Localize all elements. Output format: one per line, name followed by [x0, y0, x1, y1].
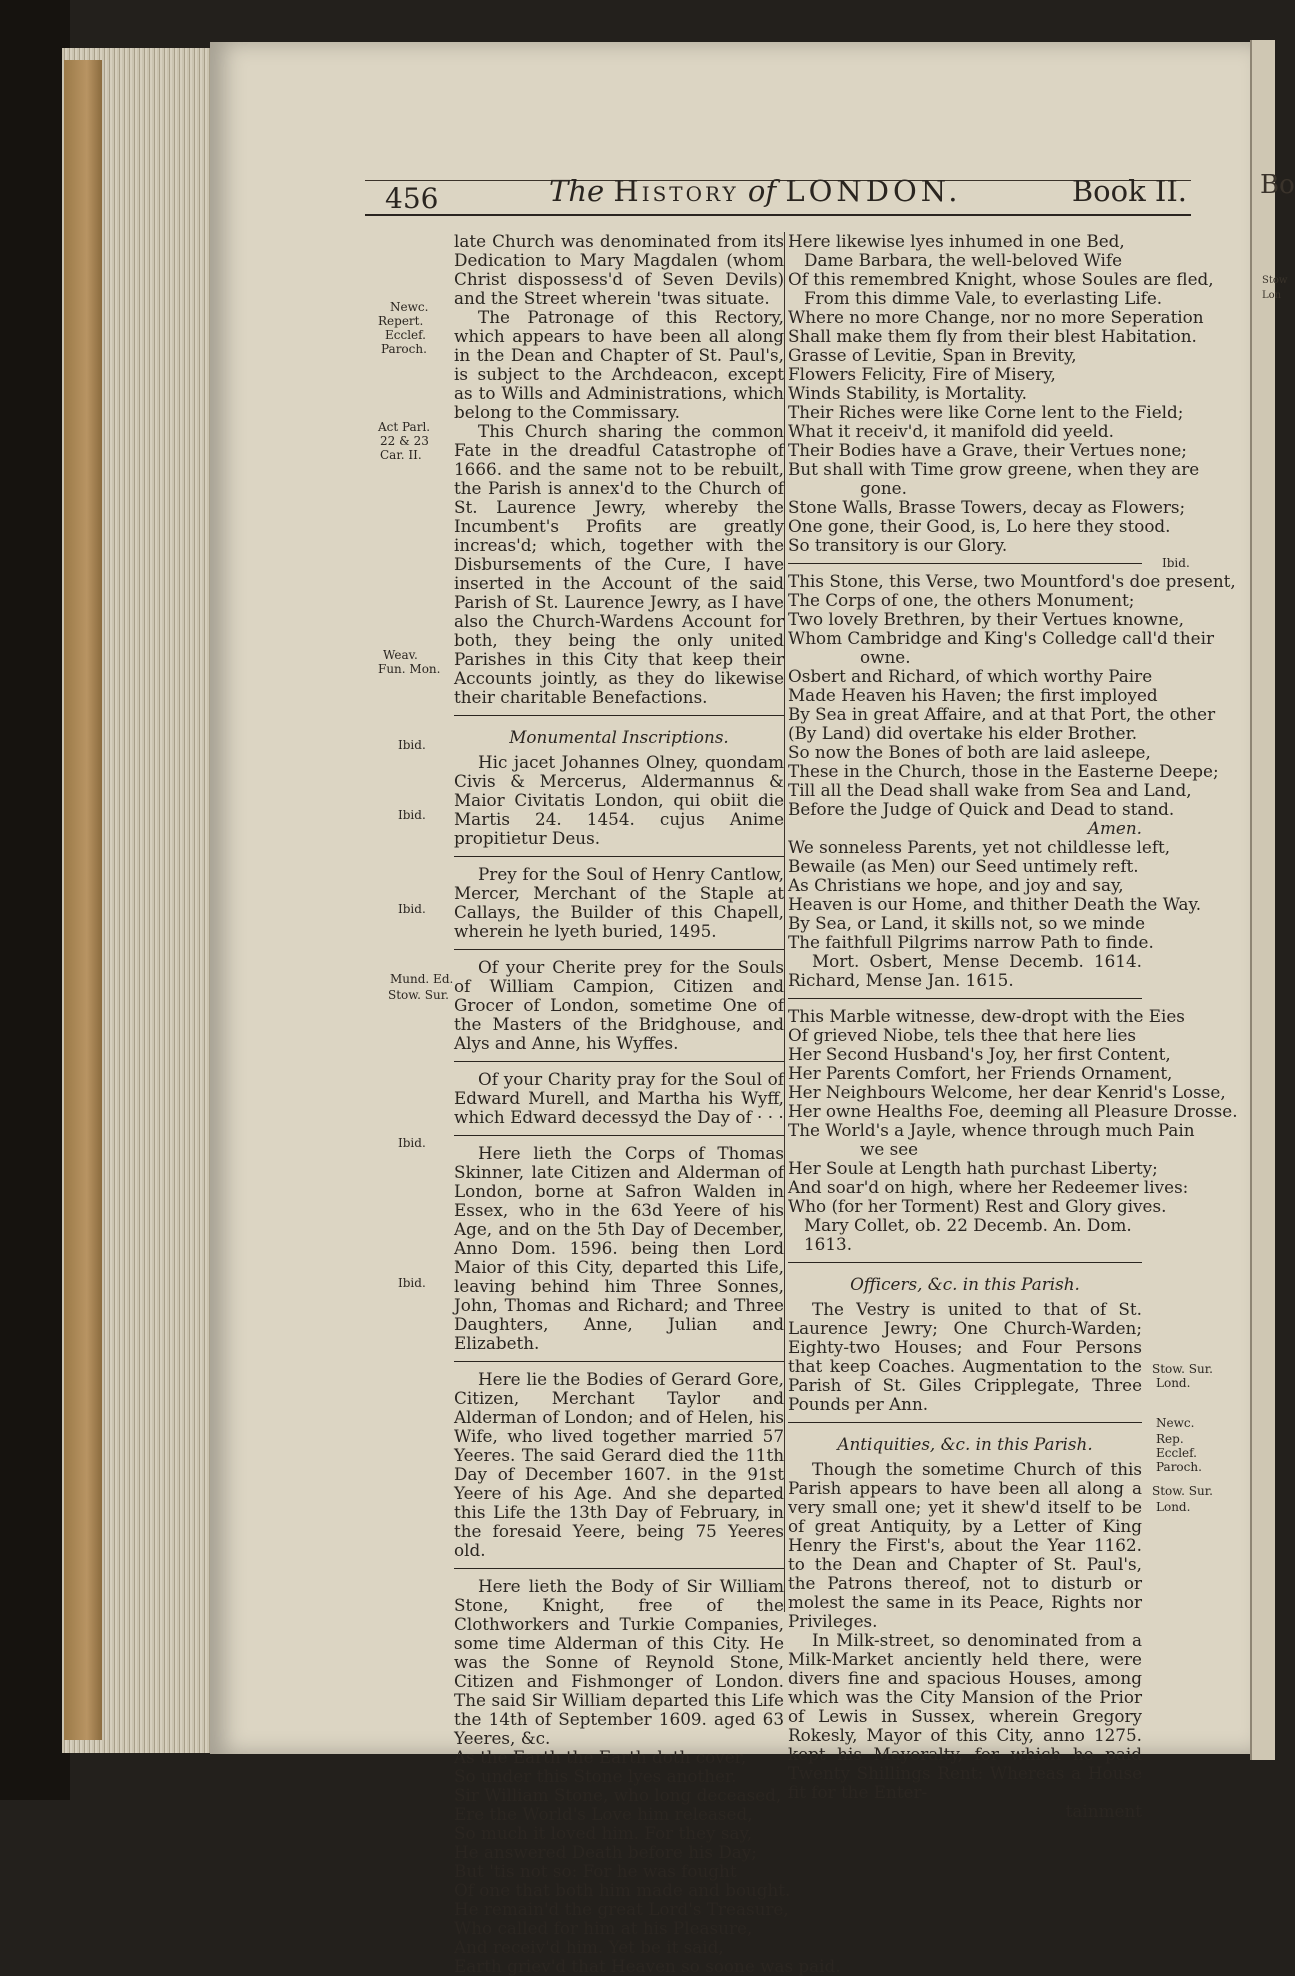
margin-note: Stow. Sur. [388, 988, 449, 1002]
verse-line: So transitory is our Glory. [788, 535, 1008, 555]
section-rule [788, 1262, 1142, 1263]
margin-note: Stow. Sur. [1152, 1484, 1213, 1498]
verse-line: Dame Barbara, the well-beloved Wife [804, 250, 1123, 270]
verse-line: Who called for him at his Pleasure, [454, 1918, 753, 1938]
running-header [365, 174, 1191, 216]
verse-line: Where no more Change, nor no more Seperation [788, 307, 1204, 327]
paragraph-fire: This Church sharing the common Fate in the dreadful Catastrophe of 1666. and the same not to be rebuilt, the Parish is annex'd to the Church of St. Laurence Jewry, whereby the Incumbent's Profits are greatly increas'd; which, together with the Disbursements of the Cure, I have inserted in the Account of the said Parish of St. Laurence Jewry, as I have also the Church-Wardens Account for both, they being the only united Parishes in this City that keep their Accounts jointly, as they do likewise their charitable Benefactions. [454, 421, 784, 707]
margin-note: 22 & 23 [380, 434, 429, 448]
verse-line: owne. [860, 647, 911, 667]
margin-note: Fun. Mon. [378, 662, 441, 676]
verse-line: Who (for her Torment) Rest and Glory gives. [788, 1196, 1167, 1216]
inscription-rule [788, 563, 1142, 564]
paragraph-dedication: late Church was denominated from its Dedication to Mary Magdalen (whom Christ dispossess'd of Seven Devils) and the Street wherein 'twas situate. [454, 231, 784, 308]
verse-line: Earth griev'd that Heaven so soone was paid. [454, 1956, 841, 1976]
inscription-olney: Hic jacet Johannes Olney, quondam Civis & Mercerus, Aldermannus & Maior Civitatis London, qui obiit die Martis 24. 1454. cujus Anime propitietur Deus. [454, 752, 784, 848]
verse-line: Her Second Husband's Joy, her first Content, [788, 1044, 1171, 1064]
margin-note: Newc. [390, 300, 429, 314]
heading-monumental-inscriptions: Monumental Inscriptions. [509, 727, 729, 747]
verse-line: Shall make them fly from their blest Habitation. [788, 326, 1197, 346]
heading-officers: Officers, &c. in this Parish. [850, 1274, 1080, 1294]
verse-line: Their Riches were like Corne lent to the Field; [788, 402, 1184, 422]
verse-line: gone. [860, 478, 907, 498]
margin-note: Paroch. [1156, 1460, 1202, 1474]
margin-note: Act Parl. [378, 420, 431, 434]
heading-antiquities: Antiquities, &c. in this Parish. [837, 1434, 1093, 1454]
verse-line: The Corps of one, the others Monument; [788, 590, 1135, 610]
verse-line: Sir William Stone, who long deceased, [454, 1785, 782, 1805]
verse-line: As the Earth the Earth doth cover, [454, 1747, 747, 1767]
column-divider [784, 232, 785, 1612]
verse-line: What it receiv'd, it manifold did yeeld. [788, 421, 1115, 441]
title-the: The [549, 174, 605, 208]
margin-note: Ibid. [1162, 556, 1190, 570]
verse-line: One gone, their Good, is, Lo here they stood. [788, 516, 1171, 536]
inscription-rule [454, 1135, 784, 1136]
verse-line: Till all the Dead shall wake from Sea and Land, [788, 780, 1192, 800]
inscription-rule [454, 1361, 784, 1362]
margin-note: Ibid. [398, 902, 426, 916]
adjacent-page-fragment: Bo [1260, 170, 1295, 200]
inscription-campion: Of your Cherite prey for the Souls of William Campion, Citizen and Grocer of London, sometime One of the Masters of the Bridghouse, and Alys and Anne, his Wyffes. [454, 957, 784, 1053]
verse-line: From this dimme Vale, to everlasting Life. [804, 288, 1163, 308]
margin-note: Ibid. [398, 738, 426, 752]
verse-line: Her Neighbours Welcome, her dear Kenrid's Losse, [788, 1082, 1226, 1102]
verse-line: And soar'd on high, where her Redeemer lives: [788, 1177, 1189, 1197]
verse-line: Stone Walls, Brasse Towers, decay as Flowers; [788, 497, 1186, 517]
margin-note: Ecclef. [385, 328, 426, 342]
inscription-cantlow: Prey for the Soul of Henry Cantlow, Mercer, Merchant of the Staple at Callays, the Builder of this Chapell, wherein he lyeth buried, 1495. [454, 864, 784, 941]
verse-line: Of grieved Niobe, tels thee that here lies [788, 1025, 1137, 1045]
verse-line: Their Bodies have a Grave, their Vertues none; [788, 440, 1187, 460]
verse-line: Bewaile (as Men) our Seed untimely reft. [788, 856, 1139, 876]
title-london: LONDON. [785, 174, 962, 208]
verse-line: This Marble witnesse, dew-dropt with the Eies [788, 1006, 1185, 1026]
verse-line: He remain'd the great Lord's Treasure, [454, 1899, 789, 1919]
verse-line: Osbert and Richard, of which worthy Paire [788, 666, 1153, 686]
verse-line: Of this remembred Knight, whose Soules are fled, [788, 269, 1214, 289]
verse-line: Grasse of Levitie, Span in Brevity, [788, 345, 1077, 365]
verse-line: Ere the World's Love him released, [454, 1804, 753, 1824]
adjacent-page-margin-1: Stow [1262, 275, 1288, 286]
margin-note: Lond. [1156, 1376, 1191, 1390]
verse-line: Two lovely Brethren, by their Vertues knowne, [788, 609, 1184, 629]
verse-line: Her Parents Comfort, her Friends Ornament, [788, 1063, 1173, 1083]
verse-line: Winds Stability, is Mortality. [788, 383, 1027, 403]
inscription-stone: Here lieth the Body of Sir William Stone, Knight, free of the Clothworkers and Turkie Companies, some time Alderman of this City. He was the Sonne of Reynold Stone, Citizen and Fishmonger of London. The said Sir William departed this Life the 14th of September 1609. aged 63 Yeeres, &c. [454, 1576, 784, 1748]
margin-note: Ibid. [398, 1136, 426, 1150]
adjacent-page-margin-2: Lon [1262, 290, 1282, 301]
verse-line: Flowers Felicity, Fire of Misery, [788, 364, 1056, 384]
verse-line: So much it loved him. For they say, [454, 1823, 753, 1843]
verse-line: The World's a Jayle, whence through much Pain [788, 1120, 1195, 1140]
verse-line: But shall with Time grow greene, when they are [788, 459, 1200, 479]
verse-line: We sonneless Parents, yet not childlesse left, [788, 837, 1171, 857]
inscription-rule [454, 856, 784, 857]
verse-line: Here likewise lyes inhumed in one Bed, [788, 231, 1125, 251]
margin-note: Car. II. [380, 448, 422, 462]
title-history: History [613, 174, 739, 208]
margin-note: Repert. [378, 314, 424, 328]
margin-note: Ecclef. [1156, 1446, 1197, 1460]
verse-line: By Sea in great Affaire, and at that Port, the other [788, 704, 1216, 724]
margin-note: Weav. [383, 648, 418, 662]
verse-line: Her Soule at Length hath purchast Liberty; [788, 1158, 1158, 1178]
verse-line: He answered Death before his Day; [454, 1842, 757, 1862]
verse-line: The faithfull Pilgrims narrow Path to finde. [788, 932, 1154, 952]
adjacent-page [1250, 40, 1295, 1760]
verse-line: These in the Church, those in the Easterne Deepe; [788, 761, 1219, 781]
inscription-gore: Here lie the Bodies of Gerard Gore, Citizen, Merchant Taylor and Alderman of London; and of Helen, his Wife, who lived together married 57 Yeeres. The said Gerard died the 11th Day of December 1607. in the 91st Yeere of his Age. And she departed this Life the 13th Day of February, in the foresaid Yeere, being 75 Yeeres old. [454, 1369, 784, 1560]
page-number: 456 [385, 182, 439, 215]
verse-line: So under this Stone lyes another. [454, 1766, 737, 1786]
section-rule [454, 715, 784, 716]
margin-note: Rep. [1156, 1432, 1184, 1446]
running-title [549, 174, 962, 208]
paragraph-antiquities-2: In Milk-street, so denominated from a Milk-Market anciently held there, were divers fine and spacious Houses, among which was the City Mansion of the Prior of Lewis in Sussex, wherein Gregory Rokesly, Mayor of this City, anno 1275. kept his Mayoralty, for which he paid Twenty Shillings Rent: Whereas a House fit for the Enter- [788, 1630, 1142, 1802]
verse-line: Made Heaven his Haven; the first imployed [788, 685, 1158, 705]
verse-line: And receiv'd him. Yet be it said, [454, 1937, 724, 1957]
collet-signature: Mary Collet, ob. 22 Decemb. An. Dom. 1613. [804, 1215, 1132, 1254]
amen: Amen. [1087, 818, 1142, 838]
inscription-rule [788, 998, 1142, 999]
verse-line: Her owne Healths Foe, deeming all Pleasure Drosse. [788, 1101, 1238, 1121]
inscription-rule [454, 949, 784, 950]
paragraph-patronage: The Patronage of this Rectory, which appears to have been all along in the Dean and Chapter of St. Paul's, is subject to the Archdeacon, except as to Wills and Administrations, which belong to the Commissary. [454, 307, 784, 422]
verse-line: By Sea, or Land, it skills not, so we minde [788, 913, 1146, 933]
verse-line: So now the Bones of both are laid asleepe, [788, 742, 1151, 762]
left-column [454, 231, 841, 1976]
book-spine [0, 0, 70, 1800]
binding-tape [64, 60, 102, 1740]
verse-line: As Christians we hope, and joy and say, [788, 875, 1124, 895]
margin-note: Ibid. [398, 1276, 426, 1290]
verse-line: Heaven is our Home, and thither Death the Way. [788, 894, 1202, 914]
inscription-skinner: Here lieth the Corps of Thomas Skinner, late Citizen and Alderman of London, borne at Safron Walden in Essex, who in the 63d Yeere of his Age, and on the 5th Day of December, Anno Dom. 1596. being then Lord Maior of this City, departed this Life, leaving behind him Three Sonnes, John, Thomas and Richard; and Three Daughters, Anne, Julian and Elizabeth. [454, 1143, 784, 1353]
inscription-rule [454, 1568, 784, 1569]
verse-line: (By Land) did overtake his elder Brother. [788, 723, 1138, 743]
margin-note: Paroch. [381, 342, 427, 356]
paragraph-officers: The Vestry is united to that of St. Laurence Jewry; One Church-Warden; Eighty-two Houses; and Four Persons that keep Coaches. Augmentation to the Parish of St. Giles Cripplegate, Three Pounds per Ann. [788, 1299, 1142, 1414]
margin-note: Mund. Ed. [390, 972, 454, 986]
margin-note: Stow. Sur. [1152, 1362, 1213, 1376]
verse-line: Before the Judge of Quick and Dead to stand. [788, 799, 1175, 819]
verse-line: This Stone, this Verse, two Mountford's doe present, [788, 571, 1236, 591]
verse-line: Of one that both him made and bought. [454, 1880, 791, 1900]
margin-note: Newc. [1156, 1416, 1195, 1430]
verse-line: But 'tis not so: For he was fought [454, 1861, 737, 1881]
margin-note: Lond. [1156, 1500, 1191, 1514]
paragraph-antiquities-1: Though the sometime Church of this Parish appears to have been all along a very small one; yet it shew'd itself to be of great Antiquity, by a Letter of King Henry the First's, about the Year 1162. to the Dean and Chapter of St. Paul's, the Patrons thereof, not to disturb or molest the same in its Peace, Rights nor Privileges. [788, 1459, 1142, 1631]
inscription-murell: Of your Charity pray for the Soul of Edward Murell, and Martha his Wyff, which Edward decessyd the Day of · · · [454, 1069, 784, 1127]
catchword: tainment [1065, 1801, 1142, 1821]
inscription-rule [454, 1061, 784, 1062]
margin-note: Ibid. [398, 808, 426, 822]
verse-line: Whom Cambridge and King's Colledge call'd their [788, 628, 1215, 648]
book-label: Book II. [1071, 174, 1187, 208]
section-rule [788, 1422, 1142, 1423]
verse-line: we see [860, 1139, 919, 1159]
title-of: of [747, 174, 777, 208]
mort-line: Mort. Osbert, Mense Decemb. 1614. Richard, Mense Jan. 1615. [788, 951, 1142, 990]
